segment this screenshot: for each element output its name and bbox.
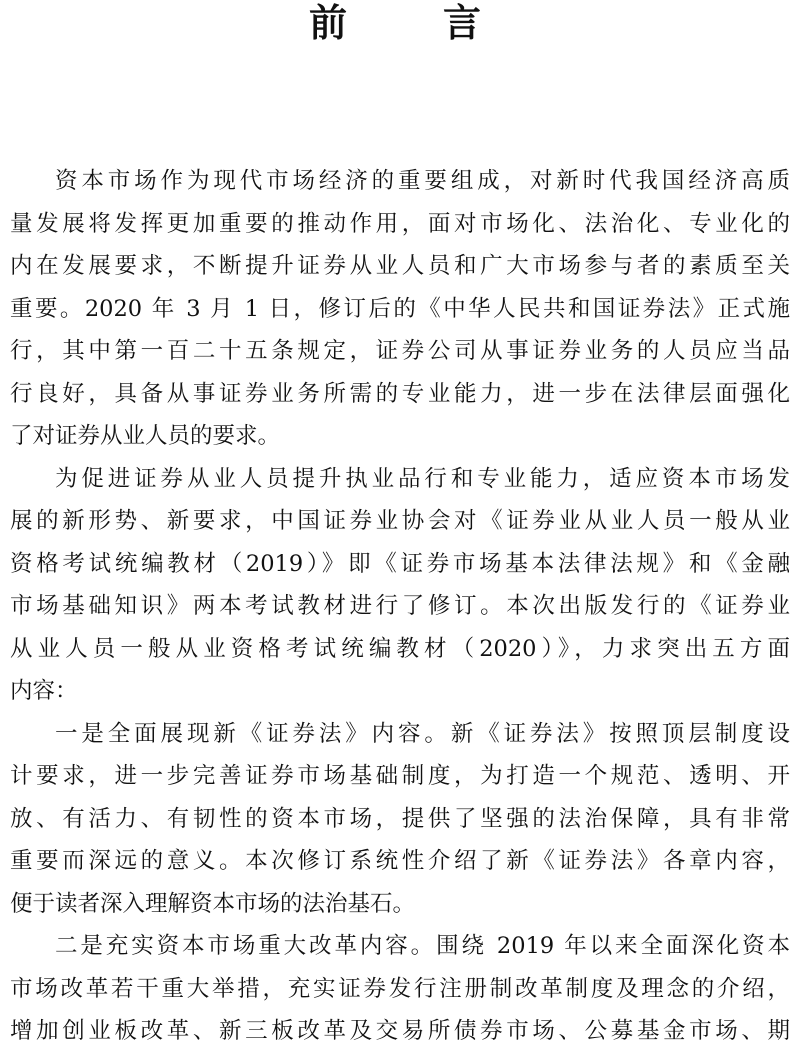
text-line: 了对证券从业人员的要求。 xyxy=(10,423,281,449)
title-char-left: 前 xyxy=(308,0,347,45)
text-line: 行良好，具备从事证券业务所需的专业能力，进一步在法律层面强化 xyxy=(10,380,790,407)
text-line: 从业人员一般从业资格考试统编教材（2020）》，力求突出五方面 xyxy=(10,635,790,662)
text-line: 内容： xyxy=(10,678,78,704)
text-line: 行，其中第一百二十五条规定，证券公司从事证券业务的人员应当品 xyxy=(10,338,790,364)
text-line: 增加创业板改革、新三板改革及交易所债券市场、公募基金市场、期 xyxy=(10,1018,790,1044)
text-line: 重要而深远的意义。本次修订系统性介绍了新《证券法》各章内容， xyxy=(10,848,790,874)
title-char-right: 言 xyxy=(443,0,482,45)
text-line: 重要。2020 年 3 月 1 日，修订后的《中华人民共和国证券法》正式施 xyxy=(10,295,790,322)
text-line: 资格考试统编教材（2019）》即《证券市场基本法律法规》和《金融 xyxy=(10,550,790,577)
text-line: 便于读者深入理解资本市场的法治基石。 xyxy=(10,890,416,917)
text-line: 市场基础知识》两本考试教材进行了修订。本次出版发行的《证券业 xyxy=(10,593,790,619)
text-line: 市场改革若干重大举措，充实证券发行注册制改革制度及理念的介绍， xyxy=(10,975,790,1002)
body-text xyxy=(10,160,790,1053)
page-title xyxy=(0,0,790,46)
text-line: 为促进证券从业人员提升执业品行和专业能力，适应资本市场发 xyxy=(55,465,790,492)
text-line: 展的新形势、新要求，中国证券业协会对《证券业从业人员一般从业 xyxy=(10,508,790,534)
text-line: 二是充实资本市场重大改革内容。围绕 2019 年以来全面深化资本 xyxy=(55,933,790,959)
text-line: 放、有活力、有韧性的资本市场，提供了坚强的法治保障，具有非常 xyxy=(10,805,790,832)
text-line: 量发展将发挥更加重要的推动作用，面对市场化、法治化、专业化的 xyxy=(10,210,790,237)
text-line: 一是全面展现新《证券法》内容。新《证券法》按照顶层制度设 xyxy=(55,720,790,747)
text-line: 资本市场作为现代市场经济的重要组成，对新时代我国经济高质 xyxy=(55,168,790,194)
text-line: 内在发展要求，不断提升证券从业人员和广大市场参与者的素质至关 xyxy=(10,253,790,279)
text-line: 计要求，进一步完善证券市场基础制度，为打造一个规范、透明、开 xyxy=(10,763,790,789)
